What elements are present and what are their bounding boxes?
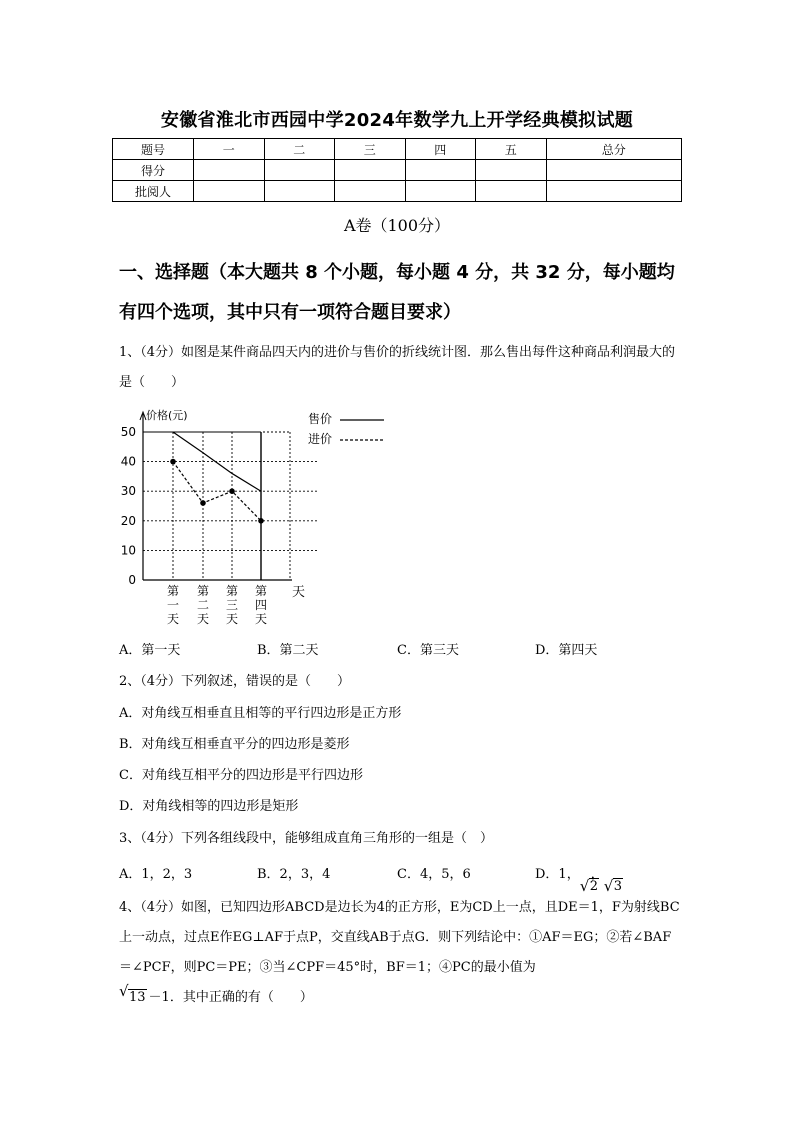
q1-option-a[interactable]: A．第一天 <box>119 643 181 658</box>
question-1-options <box>119 639 684 659</box>
chart-legend <box>308 411 384 446</box>
score-table-cell[interactable] <box>476 181 547 202</box>
x-category-label: 天 <box>254 612 268 626</box>
score-table-row <box>113 181 682 202</box>
score-table-cell[interactable] <box>264 160 335 181</box>
chart-x-categories <box>167 584 267 626</box>
x-category-label: 第 <box>225 584 239 598</box>
section-heading: 一、选择题（本大题共 8 个小题，每小题 4 分，共 32 分，每小题均有四个选项，其中只有一项符合题目要求） <box>119 262 675 323</box>
legend-label: 售价 <box>308 412 333 426</box>
score-table <box>112 138 682 202</box>
score-table-cell[interactable] <box>194 181 265 202</box>
question-4-tail: －1．其中正确的有（ ） <box>148 990 313 1005</box>
q2-option-b[interactable]: B．对角线互相垂直平分的四边形是菱形 <box>119 737 350 752</box>
score-table-cell[interactable] <box>405 181 476 202</box>
q3-option-d-sep: ， <box>590 867 604 882</box>
question-3-options <box>119 863 684 895</box>
q3-option-b[interactable]: B．2，3，4 <box>257 867 331 882</box>
q2-option-a[interactable]: A．对角线互相垂直且相等的平行四边形是正方形 <box>119 706 402 721</box>
a-book-heading: A卷（100分） <box>343 216 451 235</box>
y-tick-label: 50 <box>120 425 136 439</box>
x-category-label: 天 <box>196 612 210 626</box>
question-2-stem: 2、（4分）下列叙述，错误的是（ ） <box>119 674 351 689</box>
chart-series <box>170 432 264 524</box>
series-cost-point <box>229 488 235 494</box>
score-table-cell: 一 <box>194 139 265 160</box>
score-table-cell: 得分 <box>113 160 194 181</box>
score-table-cell: 四 <box>405 139 476 160</box>
chart-axes <box>140 408 305 600</box>
score-table-cell[interactable] <box>335 160 406 181</box>
question-3-stem: 3、（4分）下列各组线段中，能够组成直角三角形的一组是（ ） <box>119 831 494 846</box>
score-table-cell: 批阅人 <box>113 181 194 202</box>
y-tick-label: 40 <box>120 454 136 469</box>
sqrt-2-arg: 2 <box>589 879 598 894</box>
price-line-chart <box>112 402 412 632</box>
score-table-row <box>113 160 682 181</box>
y-tick-label: 10 <box>120 543 136 558</box>
sqrt-3-arg: 3 <box>613 879 622 894</box>
score-table-row <box>113 139 682 160</box>
x-category-label: 一 <box>166 598 180 612</box>
score-table-cell[interactable] <box>405 160 476 181</box>
q3-option-d[interactable] <box>535 863 622 895</box>
x-category-label: 第 <box>166 584 180 598</box>
y-axis-label: 价格(元) <box>146 409 188 422</box>
score-table-cell: 三 <box>335 139 406 160</box>
x-category-label: 天 <box>225 612 239 626</box>
score-table-cell[interactable] <box>546 181 682 202</box>
y-tick-label: 0 <box>128 573 136 587</box>
score-table-cell: 总分 <box>546 139 682 160</box>
y-tick-label: 20 <box>120 513 136 528</box>
score-table-cell: 五 <box>476 139 547 160</box>
question-1-stem: 1、（4分）如图是某件商品四天内的进价与售价的折线统计图．那么售出每件这种商品利润最大的是（ ） <box>119 345 676 390</box>
score-table-cell[interactable] <box>476 160 547 181</box>
radical-sign-icon: √ <box>119 982 129 1000</box>
chart-grid <box>143 432 318 580</box>
q1-option-d[interactable]: D．第四天 <box>535 643 598 658</box>
x-category-label: 三 <box>225 598 239 612</box>
q1-option-c[interactable]: C．第三天 <box>397 643 459 658</box>
radical-sign-icon: √ <box>579 877 590 895</box>
sqrt-13 <box>119 983 147 1013</box>
x-category-label: 第 <box>196 584 210 598</box>
q1-option-b[interactable]: B．第二天 <box>257 643 319 658</box>
question-4-text <box>119 893 684 1013</box>
series-cost-point <box>258 518 264 524</box>
question-4-body: 4、（4分）如图，已知四边形ABCD是边长为4的正方形，E为CD上一点，且DE＝1，F为射线BC上一动点，过点E作EG⊥AF于点P，交直线AB于点G．则下列结论中：①AF＝EG；②若∠BAF＝∠PCF，则PC＝PE；③当∠CPF＝45°时，BF＝1；④PC的最小值为 <box>119 900 680 975</box>
q2-option-c[interactable]: C．对角线互相平分的四边形是平行四边形 <box>119 768 363 783</box>
series-cost-point <box>170 459 176 465</box>
exam-title: 安徽省淮北市西园中学2024年数学九上开学经典模拟试题 <box>160 110 634 131</box>
x-category-label: 天 <box>166 612 180 626</box>
chart-y-ticks <box>121 425 136 587</box>
score-table-cell: 题号 <box>113 139 194 160</box>
series-cost-point <box>200 500 206 506</box>
score-table-cell[interactable] <box>264 181 335 202</box>
q3-option-a[interactable]: A．1，2，3 <box>119 867 193 882</box>
q3-option-c[interactable]: C．4，5，6 <box>397 867 471 882</box>
x-axis-label: 天 <box>292 585 306 600</box>
score-table-cell[interactable] <box>335 181 406 202</box>
score-table-cell[interactable] <box>546 160 682 181</box>
radical-sign-icon: √ <box>603 877 614 895</box>
score-table-cell: 二 <box>264 139 335 160</box>
legend-label: 进价 <box>308 432 333 446</box>
q2-option-d[interactable]: D．对角线相等的四边形是矩形 <box>119 799 299 814</box>
x-category-label: 第 <box>254 584 268 598</box>
q3-option-d-prefix: D．1， <box>535 867 580 882</box>
y-tick-label: 30 <box>120 484 136 499</box>
x-category-label: 二 <box>196 598 210 612</box>
score-table-cell[interactable] <box>194 160 265 181</box>
sqrt-13-arg: 13 <box>129 990 146 1005</box>
x-category-label: 四 <box>254 598 268 612</box>
